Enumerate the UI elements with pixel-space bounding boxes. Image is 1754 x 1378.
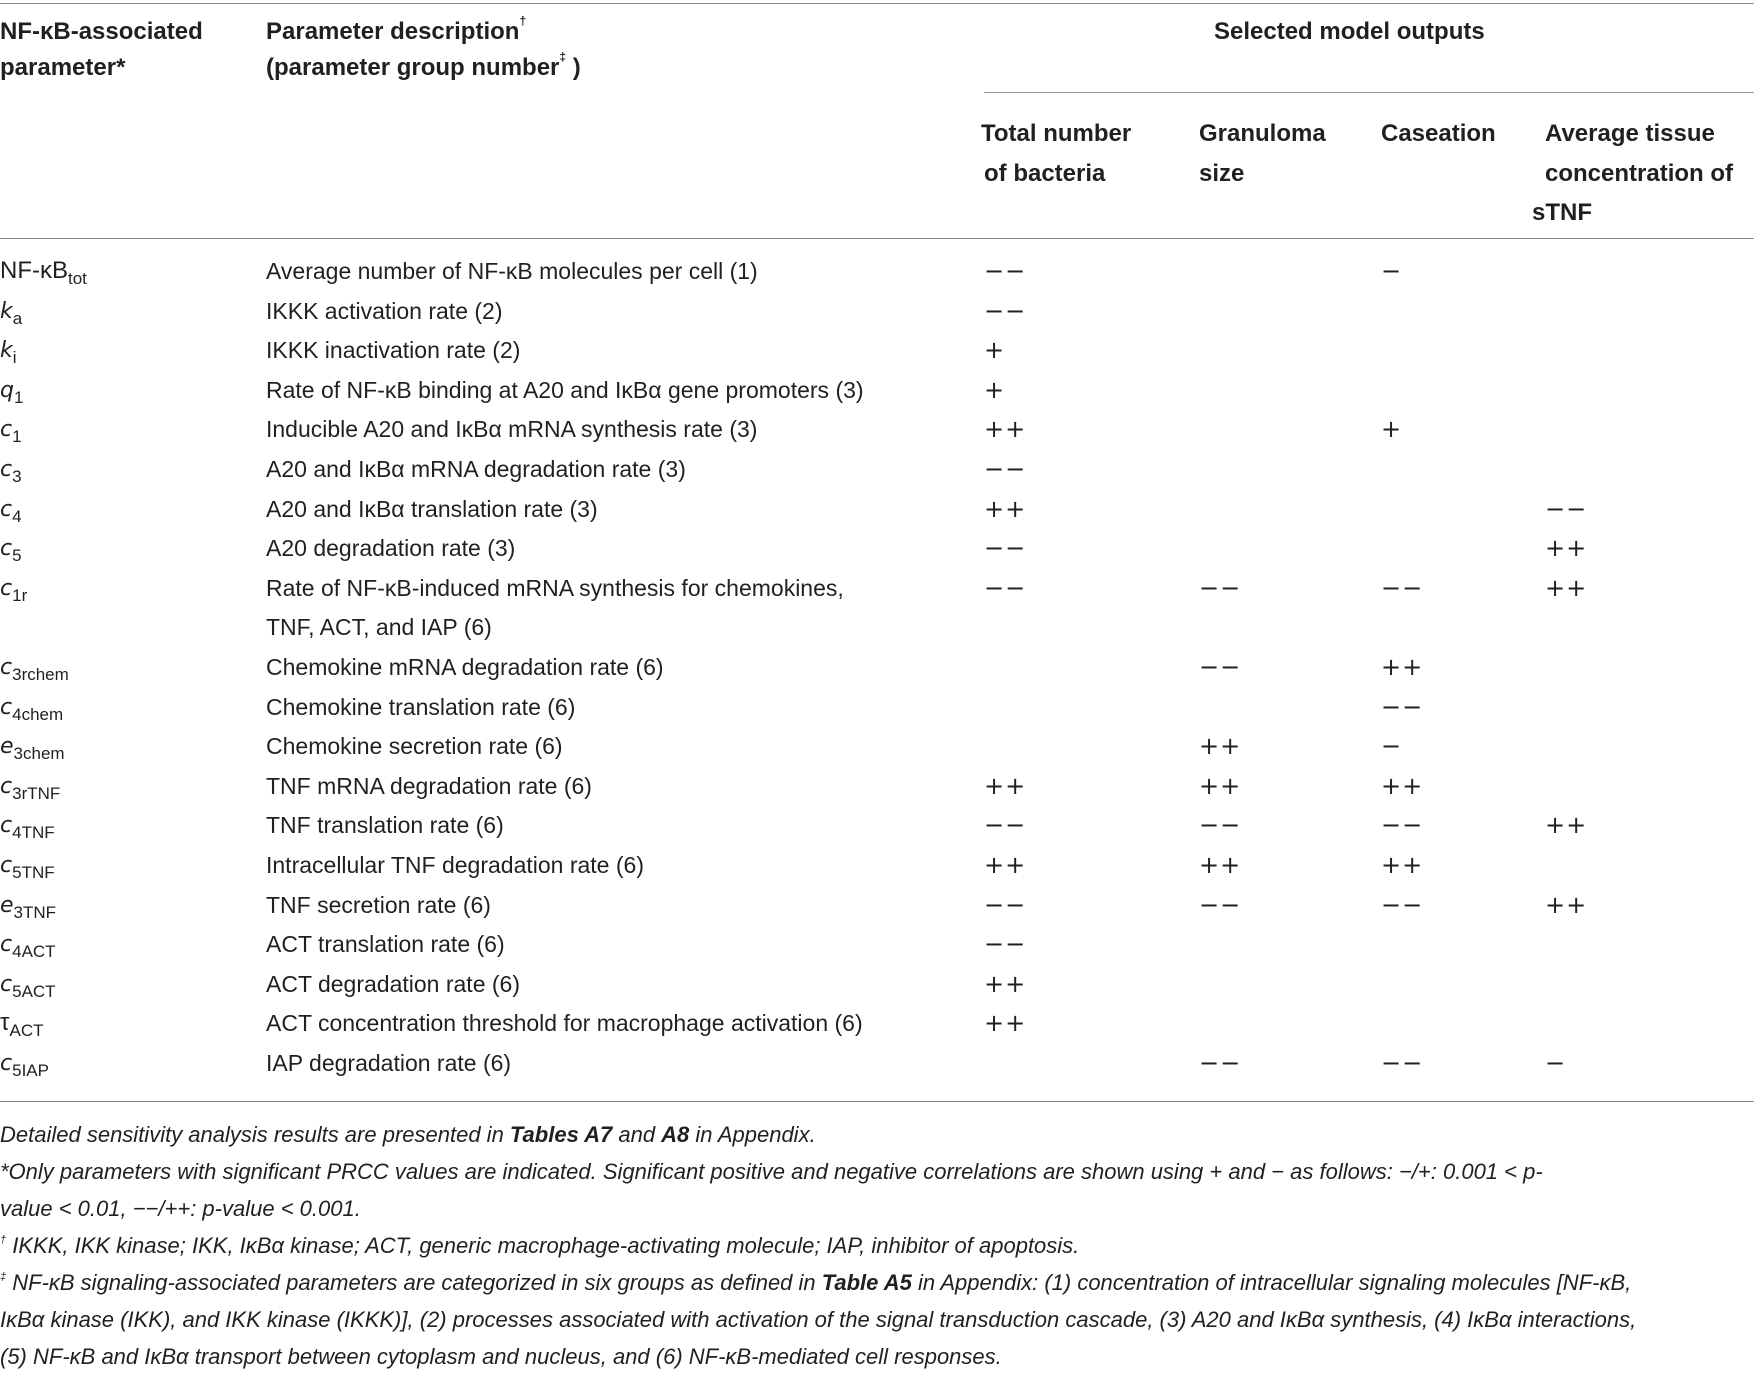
parameter-subscript: 3rchem [12, 665, 69, 684]
row-description: TNF translation rate (6) [266, 812, 504, 839]
parameter-symbol: k [0, 298, 13, 324]
row-output-1: −− [984, 455, 1027, 483]
parameter-symbol: c [0, 655, 13, 680]
row-output-1: ++ [984, 1009, 1027, 1038]
table-row [0, 449, 1754, 489]
row-parameter [0, 1003, 265, 1043]
row-description: TNF mRNA degradation rate (6) [266, 772, 592, 799]
parameter-symbol: τ [0, 1009, 10, 1037]
row-output-2: −− [1199, 890, 1242, 919]
parameter-symbol: e [0, 892, 14, 918]
row-output-4: ++ [1545, 573, 1588, 602]
table-row [0, 845, 1754, 885]
row-description: Rate of NF-κB binding at A20 and IκBα gene promoters (3) [266, 376, 864, 403]
row-parameter [0, 647, 265, 688]
row-output-2: −− [1199, 1049, 1242, 1077]
row-description: ACT degradation rate (6) [266, 970, 520, 997]
parameter-symbol: c [0, 575, 13, 601]
parameter-subscript: 4ACT [12, 942, 56, 962]
row-parameter [0, 687, 265, 728]
table-row [0, 1003, 1754, 1043]
row-output-1: + [984, 375, 1006, 404]
parameter-subscript: 1 [12, 427, 22, 447]
header-param-line1: NF-κB-associated [0, 18, 203, 45]
table-row [0, 291, 1754, 331]
parameter-subscript: 3 [12, 467, 22, 486]
header-col4-line3: sTNF [1532, 199, 1592, 226]
parameter-subscript: 3chem [13, 744, 65, 764]
row-output-4: − [1545, 1049, 1567, 1077]
parameter-subscript: 3rTNF [12, 783, 61, 803]
row-output-4: ++ [1545, 534, 1588, 563]
footnote-ddagger-line3: (5) NF-κB and IκBα transport between cytoplasm and nucleus, and (6) NF-κB-mediated cell responses. [0, 1344, 1002, 1369]
header-desc-line2: (parameter group number‡ ) [266, 50, 581, 81]
header-desc-ddagger: ‡ [559, 50, 567, 64]
parameter-subscript: 5TNF [12, 863, 55, 882]
row-description: A20 and IκBα mRNA degradation rate (3) [266, 456, 686, 482]
row-parameter [0, 805, 265, 846]
header-desc-dagger: † [519, 14, 527, 28]
parameter-symbol: k [0, 338, 13, 364]
table-row [0, 409, 1754, 449]
table-row [0, 568, 1754, 608]
table-row [0, 885, 1754, 925]
parameter-subscript: i [12, 348, 17, 368]
table-row [0, 1043, 1754, 1083]
row-description: TNF, ACT, and IAP (6) [266, 614, 492, 641]
header-col3-line1: Caseation [1381, 120, 1496, 147]
row-output-1: ++ [984, 415, 1027, 444]
row-description: ACT concentration threshold for macrophage activation (6) [266, 1010, 863, 1037]
row-parameter [0, 885, 265, 926]
table-row [0, 805, 1754, 845]
parameter-symbol: c [0, 853, 13, 878]
row-description: A20 degradation rate (3) [266, 535, 516, 562]
outputs-group-rule [984, 92, 1754, 93]
row-description: Average number of NF-κB molecules per cell (1) [266, 258, 758, 284]
row-output-1: −− [984, 257, 1027, 285]
row-description: IKKK activation rate (2) [266, 297, 503, 324]
table-row [0, 370, 1754, 410]
row-parameter [0, 330, 265, 371]
row-output-1: ++ [984, 969, 1027, 998]
row-description: A20 and IκBα translation rate (3) [266, 495, 598, 522]
row-parameter [0, 251, 265, 291]
table-row [0, 251, 1754, 291]
parameter-subscript: 1r [12, 585, 28, 605]
footnote-significance-line1: *Only parameters with significant PRCC values are indicated. Significant positive and negative correlations are shown using + and − as follows: −/+: 0.001 < p- [0, 1159, 1543, 1184]
parameter-subscript: 4 [12, 506, 22, 526]
row-output-3: − [1381, 257, 1403, 285]
row-output-3: −− [1381, 890, 1424, 919]
row-description: Rate of NF-κB-induced mRNA synthesis for chemokines, [266, 574, 844, 601]
row-output-3: −− [1381, 573, 1424, 602]
parameter-symbol: c [0, 536, 13, 562]
row-output-3: ++ [1381, 851, 1424, 879]
row-parameter [0, 528, 265, 569]
row-parameter [0, 370, 265, 411]
table-row [0, 607, 1754, 647]
parameter-symbol: NF-κB [0, 257, 68, 284]
parameter-subscript: 3TNF [13, 902, 57, 922]
parameter-subscript: ACT [9, 1021, 44, 1041]
table-row [0, 647, 1754, 687]
row-parameter [0, 489, 265, 530]
row-parameter [0, 964, 265, 1005]
row-description: Inducible A20 and IκBα mRNA synthesis rate (3) [266, 416, 758, 443]
row-output-1: ++ [984, 851, 1027, 879]
parameter-symbol: c [0, 773, 13, 799]
parameter-symbol: c [0, 813, 13, 839]
parameter-symbol: c [0, 971, 13, 997]
table-row [0, 726, 1754, 766]
parameter-subscript: 1 [13, 387, 24, 407]
row-description: IAP degradation rate (6) [266, 1050, 512, 1076]
row-output-4: ++ [1545, 890, 1588, 919]
row-output-1: −− [984, 573, 1027, 602]
parameter-symbol: c [0, 417, 13, 443]
footnote-ddagger-line1: ‡ NF-κB signaling-associated parameters are categorized in six groups as defined in Table A5 in Appendix: (1) concentration of intracellular signaling molecules [NF-κB, [0, 1270, 1632, 1295]
row-parameter [0, 1043, 265, 1084]
table-top-rule [0, 3, 1754, 4]
row-output-4: ++ [1545, 811, 1588, 840]
row-output-1: + [984, 336, 1006, 365]
row-parameter [0, 409, 265, 450]
row-output-1: −− [984, 890, 1027, 919]
row-output-3: ++ [1381, 653, 1424, 681]
row-parameter [0, 449, 265, 490]
row-parameter [0, 766, 265, 807]
table-row [0, 964, 1754, 1004]
row-parameter [0, 726, 265, 767]
parameter-symbol: e [0, 734, 14, 760]
parameter-subscript: 4TNF [12, 823, 55, 843]
parameter-subscript: a [12, 308, 23, 328]
row-output-3: −− [1381, 1049, 1424, 1077]
row-output-2: −− [1199, 573, 1242, 602]
row-output-2: ++ [1199, 732, 1242, 761]
parameter-symbol: c [0, 457, 13, 482]
row-parameter [0, 568, 265, 609]
parameter-subscript: 4chem [12, 704, 64, 724]
table-row [0, 489, 1754, 529]
row-description: Chemokine secretion rate (6) [266, 733, 563, 760]
table-row [0, 924, 1754, 964]
row-output-1: −− [984, 811, 1027, 840]
parameter-symbol: q [0, 377, 14, 403]
header-col4-line2: concentration of [1545, 160, 1734, 187]
header-col2-line1: Granuloma [1199, 120, 1326, 147]
table-row [0, 528, 1754, 568]
parameter-symbol: c [0, 1051, 13, 1076]
footnote-dagger: † IKKK, IKK kinase; IKK, IκBα kinase; ACT, generic macrophage-activating molecule; IAP, inhibitor of apoptosis. [0, 1233, 1080, 1258]
table-bottom-rule [0, 1101, 1754, 1102]
row-output-1: −− [984, 930, 1027, 959]
row-output-3: + [1381, 415, 1403, 444]
row-output-3: − [1381, 732, 1403, 761]
row-description: Chemokine mRNA degradation rate (6) [266, 654, 664, 680]
row-parameter [0, 845, 265, 886]
parameter-subscript: 5 [12, 546, 22, 566]
row-output-1: −− [984, 296, 1027, 325]
row-output-3: −− [1381, 811, 1424, 840]
header-bottom-rule [0, 238, 1754, 239]
footnote-significance-line2: value < 0.01, −−/++: p-value < 0.001. [0, 1196, 361, 1221]
row-output-2: ++ [1199, 851, 1242, 879]
row-output-2: −− [1199, 811, 1242, 840]
row-output-2: −− [1199, 653, 1242, 681]
parameter-symbol: c [0, 932, 13, 958]
table-row [0, 330, 1754, 370]
table-row [0, 766, 1754, 806]
header-col1-line1: Total number [981, 120, 1132, 147]
row-description: IKKK inactivation rate (2) [266, 337, 521, 364]
row-parameter [0, 291, 265, 332]
parameter-subscript: 5ACT [12, 981, 56, 1001]
row-parameter [0, 924, 265, 965]
row-output-4: −− [1545, 494, 1588, 523]
row-output-1: −− [984, 534, 1027, 563]
row-description: ACT translation rate (6) [266, 931, 505, 958]
row-output-2: ++ [1199, 771, 1242, 800]
footnote-detail: Detailed sensitivity analysis results are presented in Tables A7 and A8 in Appendix. [0, 1122, 816, 1147]
row-description: TNF secretion rate (6) [266, 891, 491, 918]
header-col2-line2: size [1199, 160, 1245, 187]
parameter-subscript: tot [68, 269, 87, 288]
row-description: Chemokine translation rate (6) [266, 693, 576, 720]
row-output-3: ++ [1381, 771, 1424, 800]
header-outputs-group: Selected model outputs [1214, 18, 1485, 45]
parameter-symbol: c [0, 694, 13, 720]
row-output-1: ++ [984, 771, 1027, 800]
row-description: Intracellular TNF degradation rate (6) [266, 852, 644, 878]
table-footnotes [0, 1116, 1754, 1375]
header-col1-line2: of bacteria [984, 160, 1106, 187]
row-output-3: −− [1381, 692, 1424, 721]
header-col4-line1: Average tissue [1545, 120, 1715, 147]
footnote-ddagger-line2: IκBα kinase (IKK), and IKK kinase (IKKK)], (2) processes associated with activation of the signal transduction cascade, (3) A20 and IκBα synthesis, (4) IκBα interactions, [0, 1307, 1637, 1332]
table-row [0, 687, 1754, 727]
header-param-line2: parameter* [0, 54, 126, 81]
parameter-subscript: 5IAP [12, 1061, 49, 1080]
header-desc-line1: Parameter description† [266, 14, 527, 45]
row-output-1: ++ [984, 494, 1027, 523]
parameter-symbol: c [0, 496, 13, 522]
